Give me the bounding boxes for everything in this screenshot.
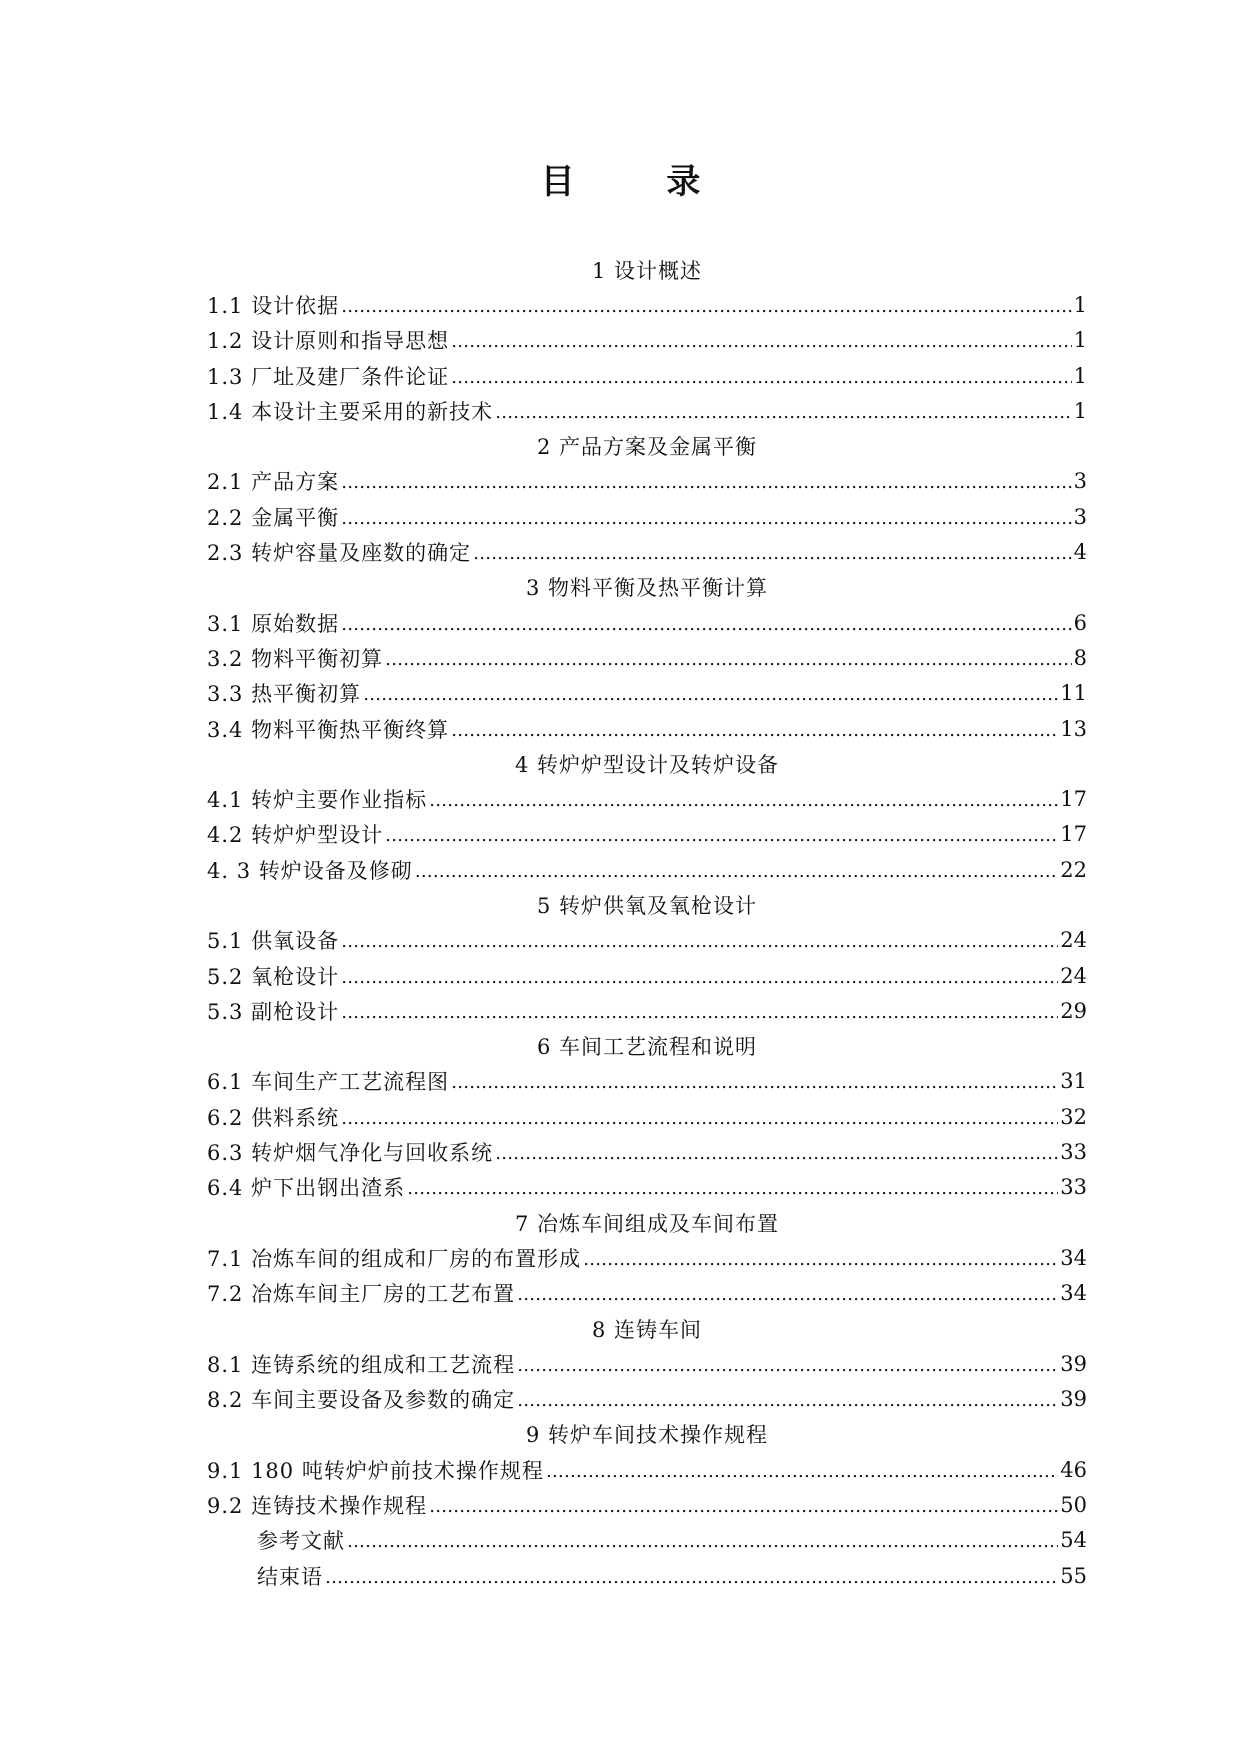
toc-entry-label: 4. 3 转炉设备及修砌: [207, 858, 413, 883]
toc-entry: [207, 781, 1087, 816]
toc-dot-leader: [429, 787, 1058, 811]
toc-page-number: 1: [1073, 363, 1087, 388]
toc-dot-leader: [341, 928, 1058, 952]
toc-dot-leader: [451, 364, 1072, 388]
toc-entry-label: 5.1 供氧设备: [207, 929, 340, 954]
toc-dot-leader: [451, 717, 1058, 741]
toc-dot-leader: [385, 646, 1072, 670]
toc-entry-label: 4.2 转炉炉型设计: [207, 823, 384, 848]
toc-dot-leader: [341, 469, 1072, 493]
toc-entry-label: 1.3 厂址及建厂条件论证: [207, 364, 450, 389]
page-title: 目 录: [540, 162, 741, 202]
toc-page-number: 32: [1060, 1104, 1087, 1129]
toc-dot-leader: [341, 1105, 1058, 1129]
toc-page-number: 54: [1060, 1528, 1087, 1553]
toc-page-number: 8: [1073, 645, 1087, 670]
toc-page-number: 29: [1060, 998, 1087, 1023]
toc-entry: [207, 1558, 1087, 1593]
toc-entry: [207, 464, 1087, 499]
toc-dot-leader: [473, 540, 1072, 564]
toc-dot-leader: [517, 1352, 1058, 1376]
toc-dot-leader: [341, 505, 1072, 529]
toc-entry: [207, 1452, 1087, 1487]
toc-dot-leader: [341, 964, 1058, 988]
toc-page-number: 1: [1073, 398, 1087, 423]
toc-dot-leader: [385, 822, 1058, 846]
toc-entry: [207, 534, 1087, 569]
toc-entry: [207, 711, 1087, 746]
toc-entry-label: 7.1 冶炼车间的组成和厂房的布置形成: [207, 1246, 582, 1271]
toc-entry: [207, 1276, 1087, 1311]
toc-entry-label: 3.2 物料平衡初算: [207, 646, 384, 671]
toc-entry-label: 9.1 180 吨转炉炉前技术操作规程: [207, 1458, 544, 1483]
toc-page-number: 46: [1060, 1457, 1087, 1482]
toc-page-number: 24: [1060, 963, 1087, 988]
toc-entry-label: 3.1 原始数据: [207, 611, 340, 636]
toc-dot-leader: [363, 681, 1058, 705]
toc-entry-label: 6.2 供料系统: [207, 1105, 340, 1130]
toc-dot-leader: [341, 999, 1058, 1023]
toc-entry: [207, 1346, 1087, 1381]
toc-chapter-heading: 6 车间工艺流程和说明: [536, 1035, 758, 1060]
toc-chapter-heading: 7 冶炼车间组成及车间布置: [514, 1211, 780, 1236]
toc-page-number: 6: [1073, 610, 1087, 635]
toc-entry: [207, 923, 1087, 958]
toc-dot-leader: [583, 1246, 1058, 1270]
toc-chapter-heading: 9 转炉车间技术操作规程: [525, 1423, 769, 1448]
toc-entry-label: 5.2 氧枪设计: [207, 964, 340, 989]
toc-dot-leader: [451, 1069, 1058, 1093]
toc-chapter-heading: 5 转炉供氧及氧枪设计: [536, 893, 758, 918]
toc-entry-label: 8.1 连铸系统的组成和工艺流程: [207, 1352, 516, 1377]
toc-entry-label: 1.1 设计依据: [207, 293, 340, 318]
toc-entry-label: 结束语: [257, 1564, 323, 1589]
toc-entry-label: 3.3 热平衡初算: [207, 682, 362, 707]
toc-entry: [207, 817, 1087, 852]
toc-entry: [207, 1134, 1087, 1169]
toc-entry: [207, 1487, 1087, 1522]
toc-entry: [207, 605, 1087, 640]
table-of-contents: [207, 252, 1087, 1593]
toc-entry: [207, 1382, 1087, 1417]
toc-entry-label: 6.3 转炉烟气净化与回收系统: [207, 1141, 494, 1166]
toc-entry: [207, 958, 1087, 993]
toc-page-number: 31: [1060, 1069, 1087, 1094]
toc-dot-leader: [495, 1140, 1058, 1164]
toc-page-number: 39: [1060, 1387, 1087, 1412]
toc-dot-leader: [495, 399, 1072, 423]
toc-page-number: 33: [1060, 1140, 1087, 1165]
toc-page-number: 3: [1073, 504, 1087, 529]
toc-page-number: 17: [1060, 787, 1087, 812]
toc-entry-label: 2.3 转炉容量及座数的确定: [207, 541, 472, 566]
toc-entry: [207, 1099, 1087, 1134]
toc-dot-leader: [407, 1175, 1058, 1199]
toc-entry-label: 2.2 金属平衡: [207, 505, 340, 530]
toc-page-number: 33: [1060, 1175, 1087, 1200]
toc-entry: [207, 287, 1087, 322]
toc-entry-label: 9.2 连铸技术操作规程: [207, 1494, 428, 1519]
toc-chapter-heading: 4 转炉炉型设计及转炉设备: [514, 752, 780, 777]
toc-page-number: 3: [1073, 469, 1087, 494]
toc-dot-leader: [415, 858, 1059, 882]
toc-entry-label: 4.1 转炉主要作业指标: [207, 788, 428, 813]
toc-dot-leader: [347, 1528, 1058, 1552]
toc-entry: [207, 676, 1087, 711]
toc-entry: [207, 323, 1087, 358]
toc-entry-label: 1.2 设计原则和指导思想: [207, 329, 450, 354]
toc-page-number: 11: [1060, 681, 1087, 706]
toc-page-number: 24: [1060, 928, 1087, 953]
toc-entry: [207, 852, 1087, 887]
toc-page-number: 34: [1060, 1281, 1087, 1306]
toc-dot-leader: [341, 611, 1072, 635]
toc-chapter-heading: 1 设计概述: [591, 258, 703, 283]
toc-entry: [207, 358, 1087, 393]
toc-entry-label: 1.4 本设计主要采用的新技术: [207, 399, 494, 424]
toc-entry-label: 6.1 车间生产工艺流程图: [207, 1070, 450, 1095]
toc-dot-leader: [451, 328, 1072, 352]
toc-dot-leader: [325, 1564, 1058, 1588]
toc-page-number: 22: [1060, 857, 1087, 882]
toc-entry: [207, 1064, 1087, 1099]
toc-page-number: 1: [1073, 328, 1087, 353]
toc-dot-leader: [429, 1493, 1058, 1517]
toc-entry: [207, 1240, 1087, 1275]
toc-entry: [207, 1170, 1087, 1205]
toc-entry-label: 8.2 车间主要设备及参数的确定: [207, 1388, 516, 1413]
toc-entry: [207, 640, 1087, 675]
toc-dot-leader: [341, 293, 1072, 317]
toc-entry: [207, 499, 1087, 534]
toc-entry-label: 参考文献: [257, 1529, 345, 1554]
toc-page-number: 17: [1060, 822, 1087, 847]
toc-entry-label: 5.3 副枪设计: [207, 999, 340, 1024]
toc-page-number: 34: [1060, 1245, 1087, 1270]
toc-entry: [207, 1523, 1087, 1558]
toc-entry-label: 6.4 炉下出钢出渣系: [207, 1176, 406, 1201]
toc-page-number: 50: [1060, 1493, 1087, 1518]
toc-entry-label: 2.1 产品方案: [207, 470, 340, 495]
toc-dot-leader: [517, 1281, 1058, 1305]
toc-entry-label: 7.2 冶炼车间主厂房的工艺布置: [207, 1282, 516, 1307]
toc-page-number: 13: [1060, 716, 1087, 741]
toc-entry-label: 3.4 物料平衡热平衡终算: [207, 717, 450, 742]
toc-page-number: 4: [1073, 540, 1087, 565]
toc-page-number: 1: [1073, 292, 1087, 317]
toc-dot-leader: [517, 1387, 1058, 1411]
toc-dot-leader: [546, 1458, 1058, 1482]
toc-chapter-heading: 8 连铸车间: [591, 1317, 703, 1342]
toc-chapter-heading: 3 物料平衡及热平衡计算: [525, 576, 769, 601]
toc-entry: [207, 993, 1087, 1028]
toc-chapter-heading: 2 产品方案及金属平衡: [536, 435, 758, 460]
toc-page-number: 39: [1060, 1351, 1087, 1376]
toc-page-number: 55: [1060, 1563, 1087, 1588]
toc-entry: [207, 393, 1087, 428]
